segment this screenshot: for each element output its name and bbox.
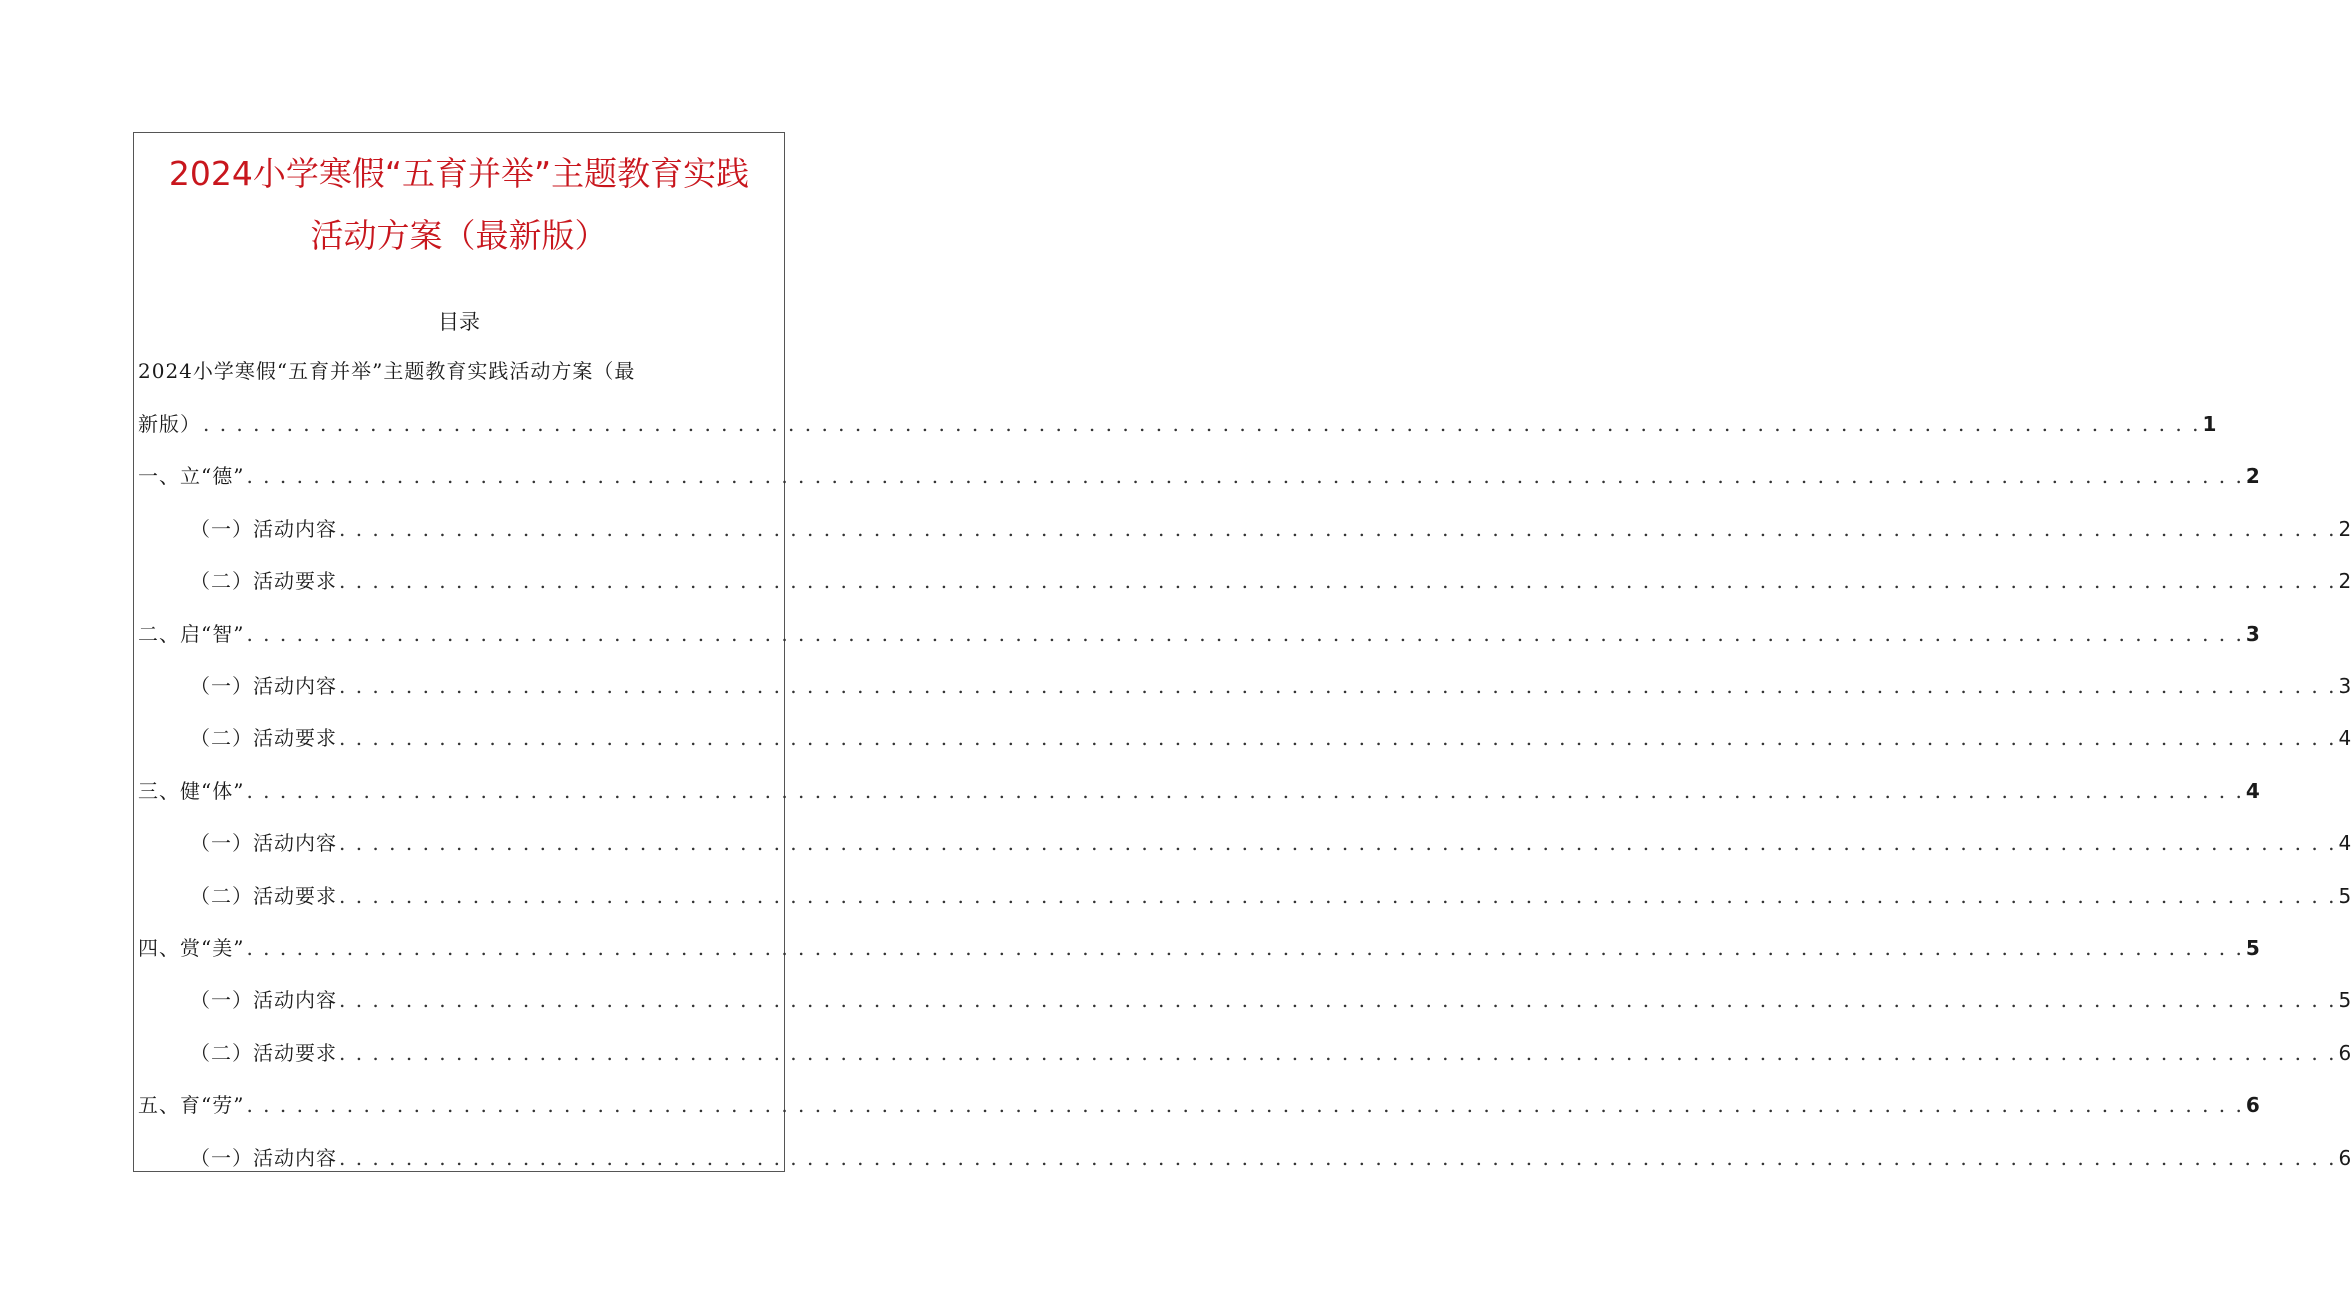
toc-dot-leader: . . . . . . . . . . . . . . . . . . . . . . . . . . . . . . . . . . . . . . . . . . . . . . . . . . . . . . . . . . . . . . . . . . . . . . . . . . . . . . . . . . . . . . . . . . . . . . . . . . . . . . . . . . . . . . . . . . . . . . . .	[246, 621, 2244, 646]
document-title-line-2: 活动方案（最新版）	[310, 216, 608, 255]
toc-entry-label: （一）活动内容	[190, 988, 337, 1013]
toc-entry-label: 四、赏“美”	[138, 936, 245, 960]
toc-dot-leader: . . . . . . . . . . . . . . . . . . . . . . . . . . . . . . . . . . . . . . . . . . . . . . . . . . . . . . . . . . . . . . . . . . . . . . . . . . . . . . . . . . . . . . . . . . . . . . . . . . . . . . . . . . . . . . . . . . . . . . . .	[246, 464, 2244, 489]
toc-entry-page-number: 3	[2245, 621, 2260, 646]
toc-entry-label: （一）活动内容	[190, 831, 337, 856]
toc-entry-page-number: 4	[2338, 831, 2351, 856]
toc-entry-label: （一）活动内容	[190, 516, 337, 541]
toc-entry[interactable]	[138, 934, 2260, 962]
toc-heading: 目录	[438, 310, 480, 334]
toc-entry-page-number: 5	[2245, 936, 2260, 960]
toc-entry[interactable]	[190, 986, 2351, 1014]
document-title-line-1: 2024小学寒假“五育并举”主题教育实践	[168, 154, 750, 193]
toc-entry-label: 一、立“德”	[138, 464, 245, 489]
toc-dot-leader: . . . . . . . . . . . . . . . . . . . . . . . . . . . . . . . . . . . . . . . . . . . . . . . . . . . . . . . . . . . . . . . . . . . . . . . . . . . . . . . . . . . . . . . . . . . . . . . . . . . . . . . . . . . . . . . . . . . . . . . .	[339, 726, 2337, 751]
toc-entry-page-number: 3	[2338, 674, 2351, 698]
toc-entry-label: 三、健“体”	[138, 778, 245, 803]
toc-entry-label: 二、启“智”	[138, 621, 245, 646]
toc-entry-page-number: 5	[2338, 988, 2351, 1013]
toc-dot-leader: . . . . . . . . . . . . . . . . . . . . . . . . . . . . . . . . . . . . . . . . . . . . . . . . . . . . . . . . . . . . . . . . . . . . . . . . . . . . . . . . . . . . . . . . . . . . . . . . . . . . . . . . . . . . . . . . . . . . . . . .	[246, 778, 2244, 803]
toc-entry[interactable]	[190, 515, 2351, 543]
toc-entry[interactable]	[190, 672, 2351, 700]
toc-entry-label: （二）活动要求	[190, 726, 337, 751]
toc-entry[interactable]	[138, 620, 2260, 648]
toc-entry[interactable]	[138, 462, 2260, 490]
toc-dot-leader: . . . . . . . . . . . . . . . . . . . . . . . . . . . . . . . . . . . . . . . . . . . . . . . . . . . . . . . . . . . . . . . . . . . . . . . . . . . . . . . . . . . . . . . . . . . . . . . . . . . . . . . . . . . . . . . . . . . . . . . .	[339, 1145, 2337, 1170]
toc-entry[interactable]	[190, 882, 2351, 910]
toc-dot-leader: . . . . . . . . . . . . . . . . . . . . . . . . . . . . . . . . . . . . . . . . . . . . . . . . . . . . . . . . . . . . . . . . . . . . . . . . . . . . . . . . . . . . . . . . . . . . . . . . . . . . . . . . . . . . . . . . . . . . . . . .	[339, 674, 2337, 698]
toc-dot-leader: . . . . . . . . . . . . . . . . . . . . . . . . . . . . . . . . . . . . . . . . . . . . . . . . . . . . . . . . . . . . . . . . . . . . . . . . . . . . . . . . . . . . . . . . . . . . . . . . . . . . . . . . . . . . . . . . . . . . . . . .	[339, 988, 2337, 1013]
toc-entry-label: （二）活动要求	[190, 569, 337, 594]
toc-dot-leader: . . . . . . . . . . . . . . . . . . . . . . . . . . . . . . . . . . . . . . . . . . . . . . . . . . . . . . . . . . . . . . . . . . . . . . . . . . . . . . . . . . . . . . . . . . . . . . . . . . . . . . . . . . . . . . . . . . . . . . . .	[339, 516, 2337, 541]
toc-entry-page-number: 4	[2338, 726, 2351, 751]
toc-entry-page-number: 6	[2245, 1093, 2260, 1118]
toc-entry-page-number: 2	[2245, 464, 2260, 489]
toc-dot-leader: . . . . . . . . . . . . . . . . . . . . . . . . . . . . . . . . . . . . . . . . . . . . . . . . . . . . . . . . . . . . . . . . . . . . . . . . . . . . . . . . . . . . . . . . . . . . . . . . . . . . . . . . . . . . . . . . . . . . . . . .	[339, 883, 2337, 908]
toc-entry[interactable]	[190, 1144, 2351, 1172]
toc-entry-label: （一）活动内容	[190, 1145, 337, 1170]
toc-dot-leader: . . . . . . . . . . . . . . . . . . . . . . . . . . . . . . . . . . . . . . . . . . . . . . . . . . . . . . . . . . . . . . . . . . . . . . . . . . . . . . . . . . . . . . . . . . . . . . . . . . . . . . . . . . . . . . . . . . . . . . . .	[339, 569, 2337, 594]
toc-entry-page-number: 4	[2245, 778, 2260, 803]
toc-entry-page-number: 5	[2338, 883, 2351, 908]
toc-dot-leader: . . . . . . . . . . . . . . . . . . . . . . . . . . . . . . . . . . . . . . . . . . . . . . . . . . . . . . . . . . . . . . . . . . . . . . . . . . . . . . . . . . . . . . . . . . . . . . . . . . . . . . . . . . . . . . . . . . . . . . . .	[339, 1040, 2337, 1065]
toc-entry-label: 五、育“劳”	[138, 1093, 245, 1118]
toc-dot-leader: . . . . . . . . . . . . . . . . . . . . . . . . . . . . . . . . . . . . . . . . . . . . . . . . . . . . . . . . . . . . . . . . . . . . . . . . . . . . . . . . . . . . . . . . . . . . . . . . . . . . . . . . . . . . . . . . . . . . . . . .	[246, 1093, 2244, 1118]
toc-dot-leader: . . . . . . . . . . . . . . . . . . . . . . . . . . . . . . . . . . . . . . . . . . . . . . . . . . . . . . . . . . . . . . . . . . . . . . . . . . . . . . . . . . . . . . . . . . . . . . . . . . . . . . . . . . . . . . . . . . . . . . . .	[339, 831, 2337, 856]
toc-entry[interactable]	[190, 829, 2351, 857]
toc-entry-label: （二）活动要求	[190, 1040, 337, 1065]
toc-entry[interactable]	[190, 567, 2351, 595]
toc-dot-leader: . . . . . . . . . . . . . . . . . . . . . . . . . . . . . . . . . . . . . . . . . . . . . . . . . . . . . . . . . . . . . . . . . . . . . . . . . . . . . . . . . . . . . . . . . . . . . . . . . . . . . . . . . . . . . . . . . . . . . . . .	[246, 936, 2244, 960]
document-frame	[133, 132, 2351, 1172]
toc-entry-page-number: 2	[2338, 569, 2351, 594]
toc-entry[interactable]	[190, 724, 2351, 752]
toc-dot-leader: . . . . . . . . . . . . . . . . . . . . . . . . . . . . . . . . . . . . . . . . . . . . . . . . . . . . . . . . . . . . . . . . . . . . . . . . . . . . . . . . . . . . . . . . . . . . . . . . . . . . . . . . . . . . . . . . . . . . . . . .	[203, 412, 2201, 436]
toc-entry-label: 新版）	[138, 412, 201, 436]
toc-entry[interactable]	[138, 1091, 2260, 1119]
toc-entry-page-number: 6	[2338, 1145, 2351, 1170]
toc-entry[interactable]	[138, 777, 2260, 805]
toc-entry-label: （一）活动内容	[190, 674, 337, 698]
toc-entry-label: （二）活动要求	[190, 883, 337, 908]
toc-entry-page-number: 2	[2338, 516, 2351, 541]
toc-entry-page-number: 1	[2202, 412, 2217, 436]
toc-entry-page-number: 6	[2338, 1040, 2351, 1065]
toc-entry[interactable]	[190, 1039, 2351, 1067]
toc-entry-title-first-line[interactable]: 2024小学寒假“五育并举”主题教育实践活动方案（最	[138, 359, 636, 383]
toc-entry[interactable]	[138, 410, 2217, 438]
